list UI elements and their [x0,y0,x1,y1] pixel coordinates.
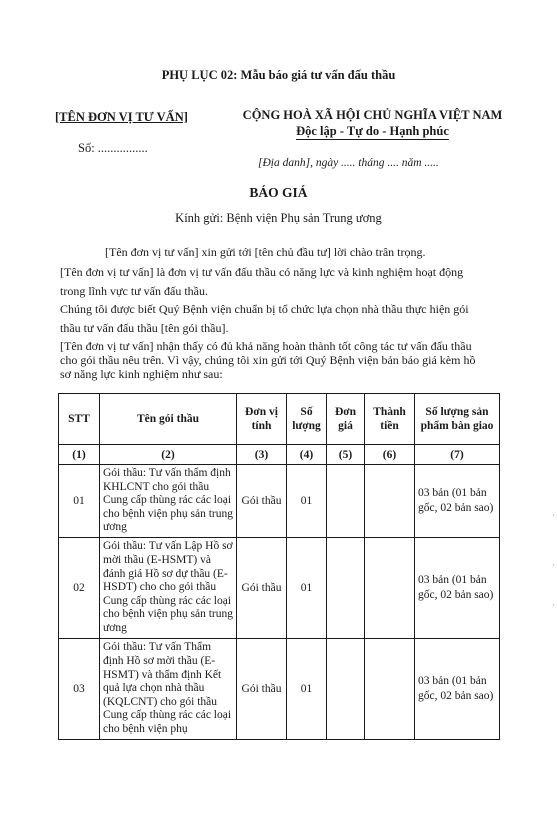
row-quantity: 01 [287,465,327,538]
table-row [59,639,500,740]
motto-text: Độc lập - Tự do - Hạnh phúc [296,124,449,138]
row-stt: 01 [59,465,100,538]
paragraph-intro-line2: trong lĩnh vực tư vấn đấu thầu. [60,284,208,298]
header-deliverables: Số lượng sản phẩm bàn giao [415,394,500,445]
row-deliverables: 03 bản (01 bản gốc, 02 bản sao) [415,639,500,740]
document-number: Số: ................ [78,141,148,155]
margin-mark: · [552,510,555,520]
paragraph-offer-line3: sơ năng lực kinh nghiệm như sau: [60,367,223,381]
index-cell: (6) [365,445,415,465]
paragraph-context-line1: Chúng tôi được biết Quý Bệnh viện chuẩn bị tổ chức lựa chọn nhà thầu thực hiện gói [60,302,469,316]
national-motto [220,124,525,139]
row-unit-price [327,465,365,538]
paragraph-offer-line1: [Tên đơn vị tư vấn] nhận thấy có đủ khả năng hoàn thành tốt công tác tư vấn đấu thầu [60,339,472,353]
row-package-name: Gói thầu: Tư vấn thẩm định KHLCNT cho gói thầu Cung cấp thùng rác các loại cho bệnh viện phụ sản trung ương [100,465,237,538]
header-unit: Đơn vị tính [237,394,287,445]
row-unit: Gói thầu [237,465,287,538]
header-total: Thành tiền [365,394,415,445]
row-total [365,465,415,538]
quotation-table [58,393,500,740]
row-package-name: Gói thầu: Tư vấn Thẩm định Hồ sơ mời thầu (E-HSMT) và thẩm định Kết quả lựa chọn nhà thầu (KQLCNT) cho gói thầu Cung cấp thùng rác các loại cho bệnh viện phụ [100,639,237,740]
document-title: BÁO GIÁ [249,185,308,200]
index-cell: (5) [327,445,365,465]
table-index-row [59,445,500,465]
index-cell: (2) [100,445,237,465]
index-cell: (3) [237,445,287,465]
organization-name: [TÊN ĐƠN VỊ TƯ VẤN] [55,110,188,124]
header-stt: STT [59,394,100,445]
index-cell: (7) [415,445,500,465]
row-deliverables: 03 bản (01 bản gốc, 02 bản sao) [415,465,500,538]
national-title: CỘNG HOÀ XÃ HỘI CHỦ NGHĨA VIỆT NAM [242,108,503,122]
header-package-name: Tên gói thầu [100,394,237,445]
table-row [59,538,500,639]
row-unit-price [327,538,365,639]
row-deliverables: 03 bản (01 bản gốc, 02 bản sao) [415,538,500,639]
header-quantity: Số lượng [287,394,327,445]
margin-mark: · [552,600,555,610]
greeting-line: Kính gửi: Bệnh viện Phụ sản Trung ương [175,211,382,225]
header-unit-price: Đơn giá [327,394,365,445]
row-unit: Gói thầu [237,639,287,740]
paragraph-intro-line1: [Tên đơn vị tư vấn] là đơn vị tư vấn đấu thầu có năng lực và kinh nghiệm hoạt động [60,265,464,279]
row-total [365,639,415,740]
paragraph-offer-line2: cho gói thầu nêu trên. Vì vậy, chúng tôi xin gửi tới Quý Bệnh viện bản báo giá kèm hồ [60,353,476,367]
row-unit-price [327,639,365,740]
place-date: [Địa danh], ngày ..... tháng .... năm ..... [258,157,439,169]
row-stt: 02 [59,538,100,639]
table-header-row [59,394,500,445]
paragraph-greeting: [Tên đơn vị tư vấn] xin gửi tới [tên chủ đầu tư] lời chào trân trọng. [105,245,426,259]
row-total [365,538,415,639]
table-row [59,465,500,538]
paragraph-context-line2: thầu tư vấn đấu thầu [tên gói thầu]. [60,321,229,335]
row-quantity: 01 [287,639,327,740]
index-cell: (1) [59,445,100,465]
row-package-name: Gói thầu: Tư vấn Lập Hồ sơ mời thầu (E-HSMT) và đánh giá Hồ sơ dự thầu (E-HSDT) cho cho gói thầu Cung cấp thùng rác các loại cho bệnh viện phụ sản trung ương [100,538,237,639]
row-quantity: 01 [287,538,327,639]
margin-mark: · [552,560,555,570]
row-unit: Gói thầu [237,538,287,639]
row-stt: 03 [59,639,100,740]
index-cell: (4) [287,445,327,465]
appendix-title: PHỤ LỤC 02: Mẫu báo giá tư vấn đấu thầu [161,68,396,82]
